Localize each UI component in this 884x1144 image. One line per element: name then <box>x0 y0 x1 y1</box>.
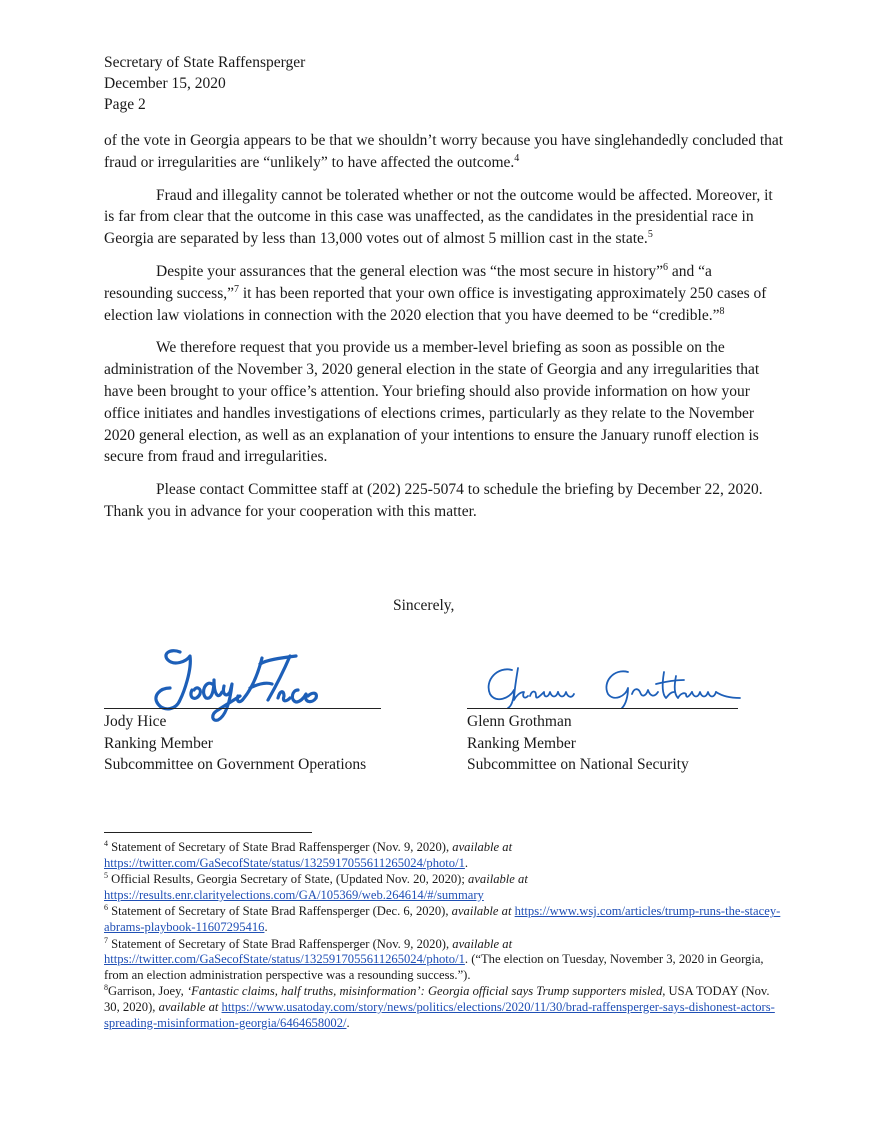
paragraph-4: We therefore request that you provide us a member-level briefing as soon as possible on the administration of the November 3, 2020 general election in the state of Georgia and any irregularities that have been brought to your office’s attention. Your briefing should also provide information on how your office initiates and handles investigations of elections crimes, particularly as they relate to the November 2020 general election, as well as an explanation of your intentions to ensure the January runoff election is secure from fraud and irregularities. <box>104 339 760 466</box>
footnote-4-number: 4 <box>104 838 108 848</box>
paragraph-5: Please contact Committee staff at (202) 225-5074 to schedule the briefing by December 22, 2020. Thank you in advance for your cooperation with this matter. <box>104 481 763 520</box>
footnote-7 <box>104 937 784 984</box>
paragraph-3 <box>104 261 784 326</box>
paragraph-3-text-b: and “a resounding success,” <box>104 262 712 302</box>
footnote-7-tail: . (“The election on Tuesday, November 3, 2020 in Georgia, from an election administration perspective was a resounding success.”). <box>104 952 764 982</box>
signer-2-subcommittee: Subcommittee on National Security <box>467 756 689 773</box>
header-page-number: Page 2 <box>104 96 146 113</box>
footnote-6-available-at: available at <box>451 904 512 919</box>
letter-body <box>104 130 784 534</box>
footnote-8-link[interactable]: https://www.usatoday.com/story/news/politics/elections/2020/11/30/brad-raffensperger-says-dishonest-actors-spreading-misinformation-georgia/6464658002/ <box>104 999 775 1030</box>
letter-header <box>104 52 784 115</box>
footnote-6-link[interactable]: https://www.wsj.com/articles/trump-runs-the-stacey-abrams-playbook-11607295416 <box>104 904 781 934</box>
footnote-4-available-at: available at <box>452 840 513 854</box>
header-recipient: Secretary of State Raffensperger <box>104 54 306 71</box>
footnote-5-number: 5 <box>104 871 108 880</box>
footnote-ref-5[interactable]: 5 <box>647 229 653 241</box>
signer-1-subcommittee: Subcommittee on Government Operations <box>104 756 367 773</box>
signature-line-2 <box>467 708 738 709</box>
signature-glenn-grothman-text: Glenn Grothman <box>608 686 615 687</box>
footnote-ref-8[interactable]: 8 <box>719 305 725 317</box>
footnote-separator <box>104 832 312 833</box>
paragraph-3-text-a: Despite your assurances that the general election was “the most secure in history” <box>156 262 664 280</box>
footnote-6-text: Statement of Secretary of State Brad Raffensperger (Dec. 6, 2020), <box>111 904 452 919</box>
signer-1-name: Jody Hice <box>104 713 167 730</box>
footnote-ref-7[interactable]: 7 <box>234 283 239 295</box>
footnote-4 <box>104 840 784 871</box>
signature-line-1 <box>104 708 381 709</box>
footnote-6 <box>104 904 784 935</box>
footnote-6-tail: . <box>264 919 268 934</box>
footnote-7-available-at: available at <box>452 936 513 951</box>
signer-1-title: Ranking Member <box>104 734 213 752</box>
footnote-6-number: 6 <box>104 903 108 913</box>
footnote-8-title: ‘Fantastic claims, half truths, misinformation’: Georgia official says Trump supporters misled <box>186 984 663 999</box>
header-date: December 15, 2020 <box>104 75 226 92</box>
footnote-ref-6[interactable]: 6 <box>663 261 669 273</box>
footnotes <box>104 840 784 1032</box>
footnote-7-link[interactable]: https://twitter.com/GaSecofState/status/1325917055611265024/photo/1 <box>104 952 465 967</box>
footnote-8-number: 8 <box>104 983 108 993</box>
paragraph-3-text-c: it has been reported that your own office is investigating approximately 250 cases of election law violations in connection with the 2020 election that you have deemed to be “credible.” <box>104 284 767 324</box>
footnote-7-number: 7 <box>104 935 108 945</box>
paragraph-1-text: of the vote in Georgia appears to be that we shouldn’t worry because you have singlehandedly concluded that fraud or irregularities are “unlikely” to have affected the outcome. <box>104 132 784 171</box>
signer-1 <box>104 711 366 776</box>
footnote-ref-4[interactable]: 4 <box>514 152 520 164</box>
signer-2-name: Glenn Grothman <box>467 713 572 730</box>
signer-2-title: Ranking Member <box>467 734 576 752</box>
signature-glenn-grothman <box>478 662 746 710</box>
footnote-8-author: Garrison, Joey, <box>108 984 187 999</box>
signer-2 <box>467 711 689 776</box>
paragraph-2 <box>104 185 784 250</box>
footnote-8-available-at: available at <box>158 999 219 1014</box>
footnote-8-publication: , USA TODAY (Nov. 30, 2020), <box>104 984 770 1014</box>
footnote-5-text: Official Results, Georgia Secretary of State, (Updated Nov. 20, 2020); <box>111 872 469 887</box>
paragraph-2-text: Fraud and illegality cannot be tolerated whether or not the outcome would be affected. Moreover, it is far from clear that the outcome in this case was unaffected, as the candidates in the presidential race in Georgia are separated by less than 13,000 votes out of almost 5 million cast in the state. <box>104 186 773 248</box>
footnote-5-link[interactable]: https://results.enr.clarityelections.com/GA/105369/web.264614/#/summary <box>104 887 484 902</box>
signature-jody-hice-text: Jody Hice <box>230 680 235 681</box>
footnote-4-text: Statement of Secretary of State Brad Raffensperger (Nov. 9, 2020), <box>111 840 453 854</box>
closing-salutation: Sincerely, <box>393 597 455 614</box>
footnote-5 <box>104 872 784 903</box>
footnote-4-link[interactable]: https://twitter.com/GaSecofState/status/1325917055611265024/photo/1 <box>104 855 465 870</box>
footnote-7-text: Statement of Secretary of State Brad Raffensperger (Nov. 9, 2020), <box>111 936 453 951</box>
paragraph-1 <box>104 130 784 174</box>
footnote-4-tail: . <box>464 855 469 870</box>
footnote-5-available-at: available at <box>468 872 528 887</box>
footnote-8 <box>104 984 784 1031</box>
footnote-8-tail: . <box>346 1015 350 1030</box>
